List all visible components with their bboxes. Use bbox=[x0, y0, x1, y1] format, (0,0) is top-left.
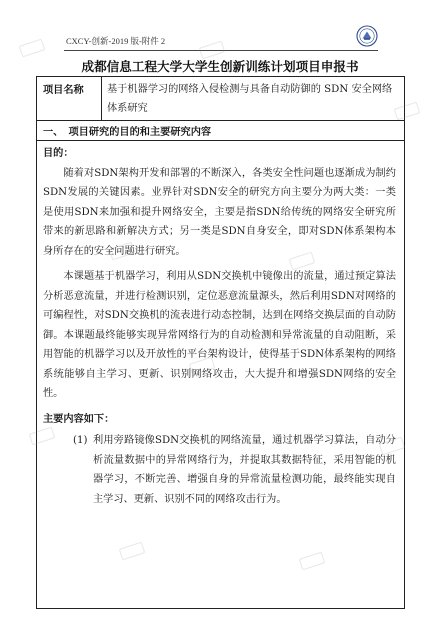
content-list-item bbox=[43, 431, 396, 509]
purpose-paragraph: 随着对SDN架构开发和部署的不断深入，各类安全性问题也逐渐成为制约SDN发展的关键因素。业界针对SDN安全的研究方向主要分为两大类：一类是使用SDN来加强和提升网络安全，主要是指SDN给传统的网络安全研究所带来的新思路和新解决方式；另一类是SDN自身安全，即对SDN体系架构本身所存在的安全问题进行研究。 bbox=[43, 167, 396, 257]
document-title: 成都信息工程大学大学生创新训练计划项目申报书 bbox=[81, 59, 359, 74]
watermark-mark bbox=[19, 39, 46, 58]
purpose-paragraph: 本课题基于机器学习，利用从SDN交换机中镜像出的流量，通过预定算法分析恶意流量，并进行检测识别，定位恶意流量源头，然后利用SDN对网络的可编程性，对SDN交换机的流表进行动态控制，达到在网络交换层面的自动防御。本课题最终能够实现异常网络行为的自动检测和异常流量的自动阻断，采用智能的机器学习以及开放性的平台架构设计，使得基于SDN体系架构的网络系统能够自主学习、更新、识别网络攻击，大大提升和增强SDN网络的安全性。 bbox=[43, 271, 396, 399]
list-item-text: 利用旁路镜像SDN交换机的网络流量，通过机器学习算法，自动分析流量数据中的异常网络行为，并提取其数据特征，采用智能的机器学习，不断完善、增强自身的异常流量检测功能，最终能实现自主学习、更新、识别不同的网络攻击行为。 bbox=[93, 435, 396, 505]
content-label: 主要内容如下： bbox=[43, 413, 115, 425]
university-seal-icon bbox=[356, 25, 378, 47]
project-name-label: 项目名称 bbox=[37, 77, 102, 120]
section-heading: 一、 项目研究的目的和主要研究内容 bbox=[37, 121, 404, 141]
document-code: CXCY-创新-2019 版-附件 2 bbox=[66, 36, 166, 46]
project-name-row bbox=[37, 77, 404, 121]
purpose-label: 目的： bbox=[43, 148, 74, 159]
application-form-table bbox=[36, 76, 405, 609]
section-content bbox=[37, 141, 404, 509]
project-name-value: 基于机器学习的网络入侵检测与具备自动防御的 SDN 安全网络体系研究 bbox=[107, 84, 393, 114]
list-item-marker: (1) bbox=[73, 435, 88, 446]
